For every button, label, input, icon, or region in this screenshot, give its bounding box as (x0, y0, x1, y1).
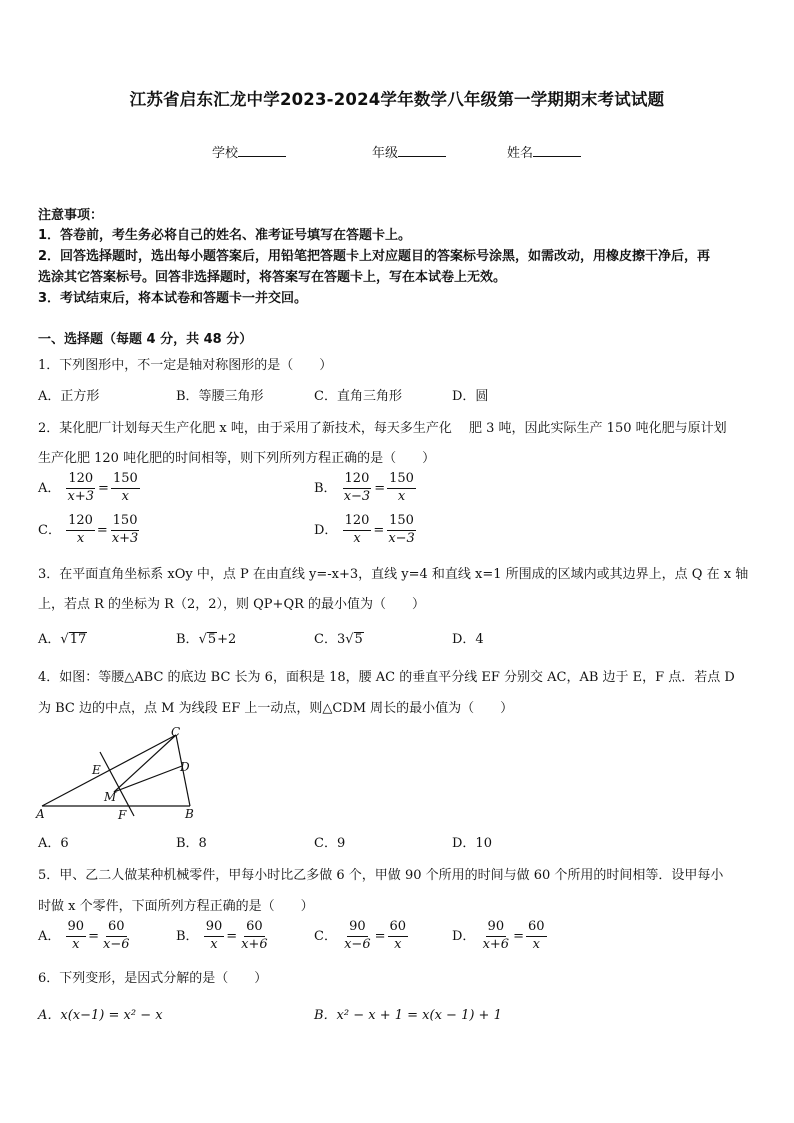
q1-option-a: A．正方形 (38, 389, 100, 404)
page-title: 江苏省启东汇龙中学2023-2024学年数学八年级第一学期期末考试试题 (129, 90, 665, 109)
q1-option-d: D．圆 (452, 389, 489, 404)
q4-option-b: B．8 (176, 836, 207, 851)
label-a: A (36, 807, 45, 821)
q4-stem-line2: 为 BC 边的中点，点 M 为线段 EF 上一动点，则△CDM 周长的最小值为（ ） (38, 701, 514, 716)
school-field: 学校 (212, 142, 286, 161)
name-field: 姓名 (507, 142, 581, 161)
notes-heading: 注意事项： (38, 208, 104, 223)
section-heading: 一、选择题（每题 4 分，共 48 分） (38, 332, 253, 347)
q5-option-c: C． $\frac{90}{x-6}$ = $\frac{60}{x}$ (314, 919, 407, 952)
q3-stem-line1: 3．在平面直角坐标系 xOy 中，点 P 在由直线 y=-x+3，直线 y=4 和直线 x=1 所围成的区域内或其边界上，点 Q 在 x 轴 (38, 567, 749, 582)
q5-stem-line2: 时做 x 个零件，下面所列方程正确的是（ ） (38, 899, 314, 914)
label-e: E (92, 763, 101, 777)
q1-option-c: C．直角三角形 (314, 389, 402, 404)
q5-option-d: D． $\frac{90}{x+6}$ = $\frac{60}{x}$ (452, 919, 545, 952)
q5-option-b: B． $\frac{90}{x}$ = $\frac{60}{x+6}$ (176, 919, 268, 952)
label-m: M (104, 790, 117, 804)
q2-option-d: D． $\frac{120}{x}$ = $\frac{150}{x-3}$ (314, 513, 415, 546)
q4-option-c: C．9 (314, 836, 346, 851)
q2-option-a: A． $\frac{120}{x+3}$ = $\frac{150}{x}$ (38, 471, 138, 504)
q6-option-a: A．x(x−1) = x² − x (38, 1008, 163, 1023)
triangle-figure (34, 722, 200, 822)
label-c: C (171, 725, 181, 739)
label-d: D (180, 760, 190, 774)
q4-option-a: A．6 (38, 836, 69, 851)
q3-option-c: C．3√5 (314, 632, 363, 647)
q2-stem-line2: 生产化肥 120 吨化肥的时间相等，则下列所列方程正确的是（ ） (38, 451, 436, 466)
note-item: 2．回答选择题时，选出每小题答案后，用铅笔把答题卡上对应题目的答案标号涂黑，如需改动，用橡皮擦干净后，再 (38, 249, 711, 264)
q5-stem-line1: 5．甲、乙二人做某种机械零件，甲每小时比乙多做 6 个，甲做 90 个所用的时间与做 60 个所用的时间相等．设甲每小 (38, 868, 724, 883)
q3-option-b: B．√5+2 (176, 632, 237, 647)
label-f: F (118, 808, 127, 822)
note-item: 3．考试结束后，将本试卷和答题卡一并交回。 (38, 291, 308, 306)
q2-option-c: C． $\frac{120}{x}$ = $\frac{150}{x+3}$ (38, 513, 139, 546)
note-item: 1．答卷前，考生务必将自己的姓名、准考证号填写在答题卡上。 (38, 228, 412, 243)
label-b: B (185, 807, 194, 821)
q6-option-b: B．x² − x + 1 = x(x − 1) + 1 (314, 1008, 502, 1023)
q3-option-a: A．√17 (38, 632, 87, 647)
q4-stem-line1: 4．如图：等腰△ABC 的底边 BC 长为 6，面积是 18，腰 AC 的垂直平分线 EF 分别交 AC，AB 边于 E，F 点．若点 D (38, 670, 735, 685)
q1-stem: 1．下列图形中，不一定是轴对称图形的是（ ） (38, 358, 333, 373)
q2-option-b: B． $\frac{120}{x-3}$ = $\frac{150}{x}$ (314, 471, 414, 504)
q2-stem-line1: 2．某化肥厂计划每天生产化肥 x 吨，由于采用了新技术，每天多生产化 肥 3 吨，因此实际生产 150 吨化肥与原计划 (38, 421, 727, 436)
q4-option-d: D．10 (452, 836, 492, 851)
note-item: 选涂其它答案标号。回答非选择题时，将答案写在答题卡上，写在本试卷上无效。 (38, 270, 507, 285)
q1-option-b: B．等腰三角形 (176, 389, 264, 404)
q6-stem: 6．下列变形，是因式分解的是（ ） (38, 971, 268, 986)
q3-stem-line2: 上，若点 R 的坐标为 R（2，2），则 QP+QR 的最小值为（ ） (38, 597, 426, 612)
grade-field: 年级 (372, 142, 446, 161)
q3-option-d: D．4 (452, 632, 484, 647)
q5-option-a: A． $\frac{90}{x}$ = $\frac{60}{x-6}$ (38, 919, 130, 952)
